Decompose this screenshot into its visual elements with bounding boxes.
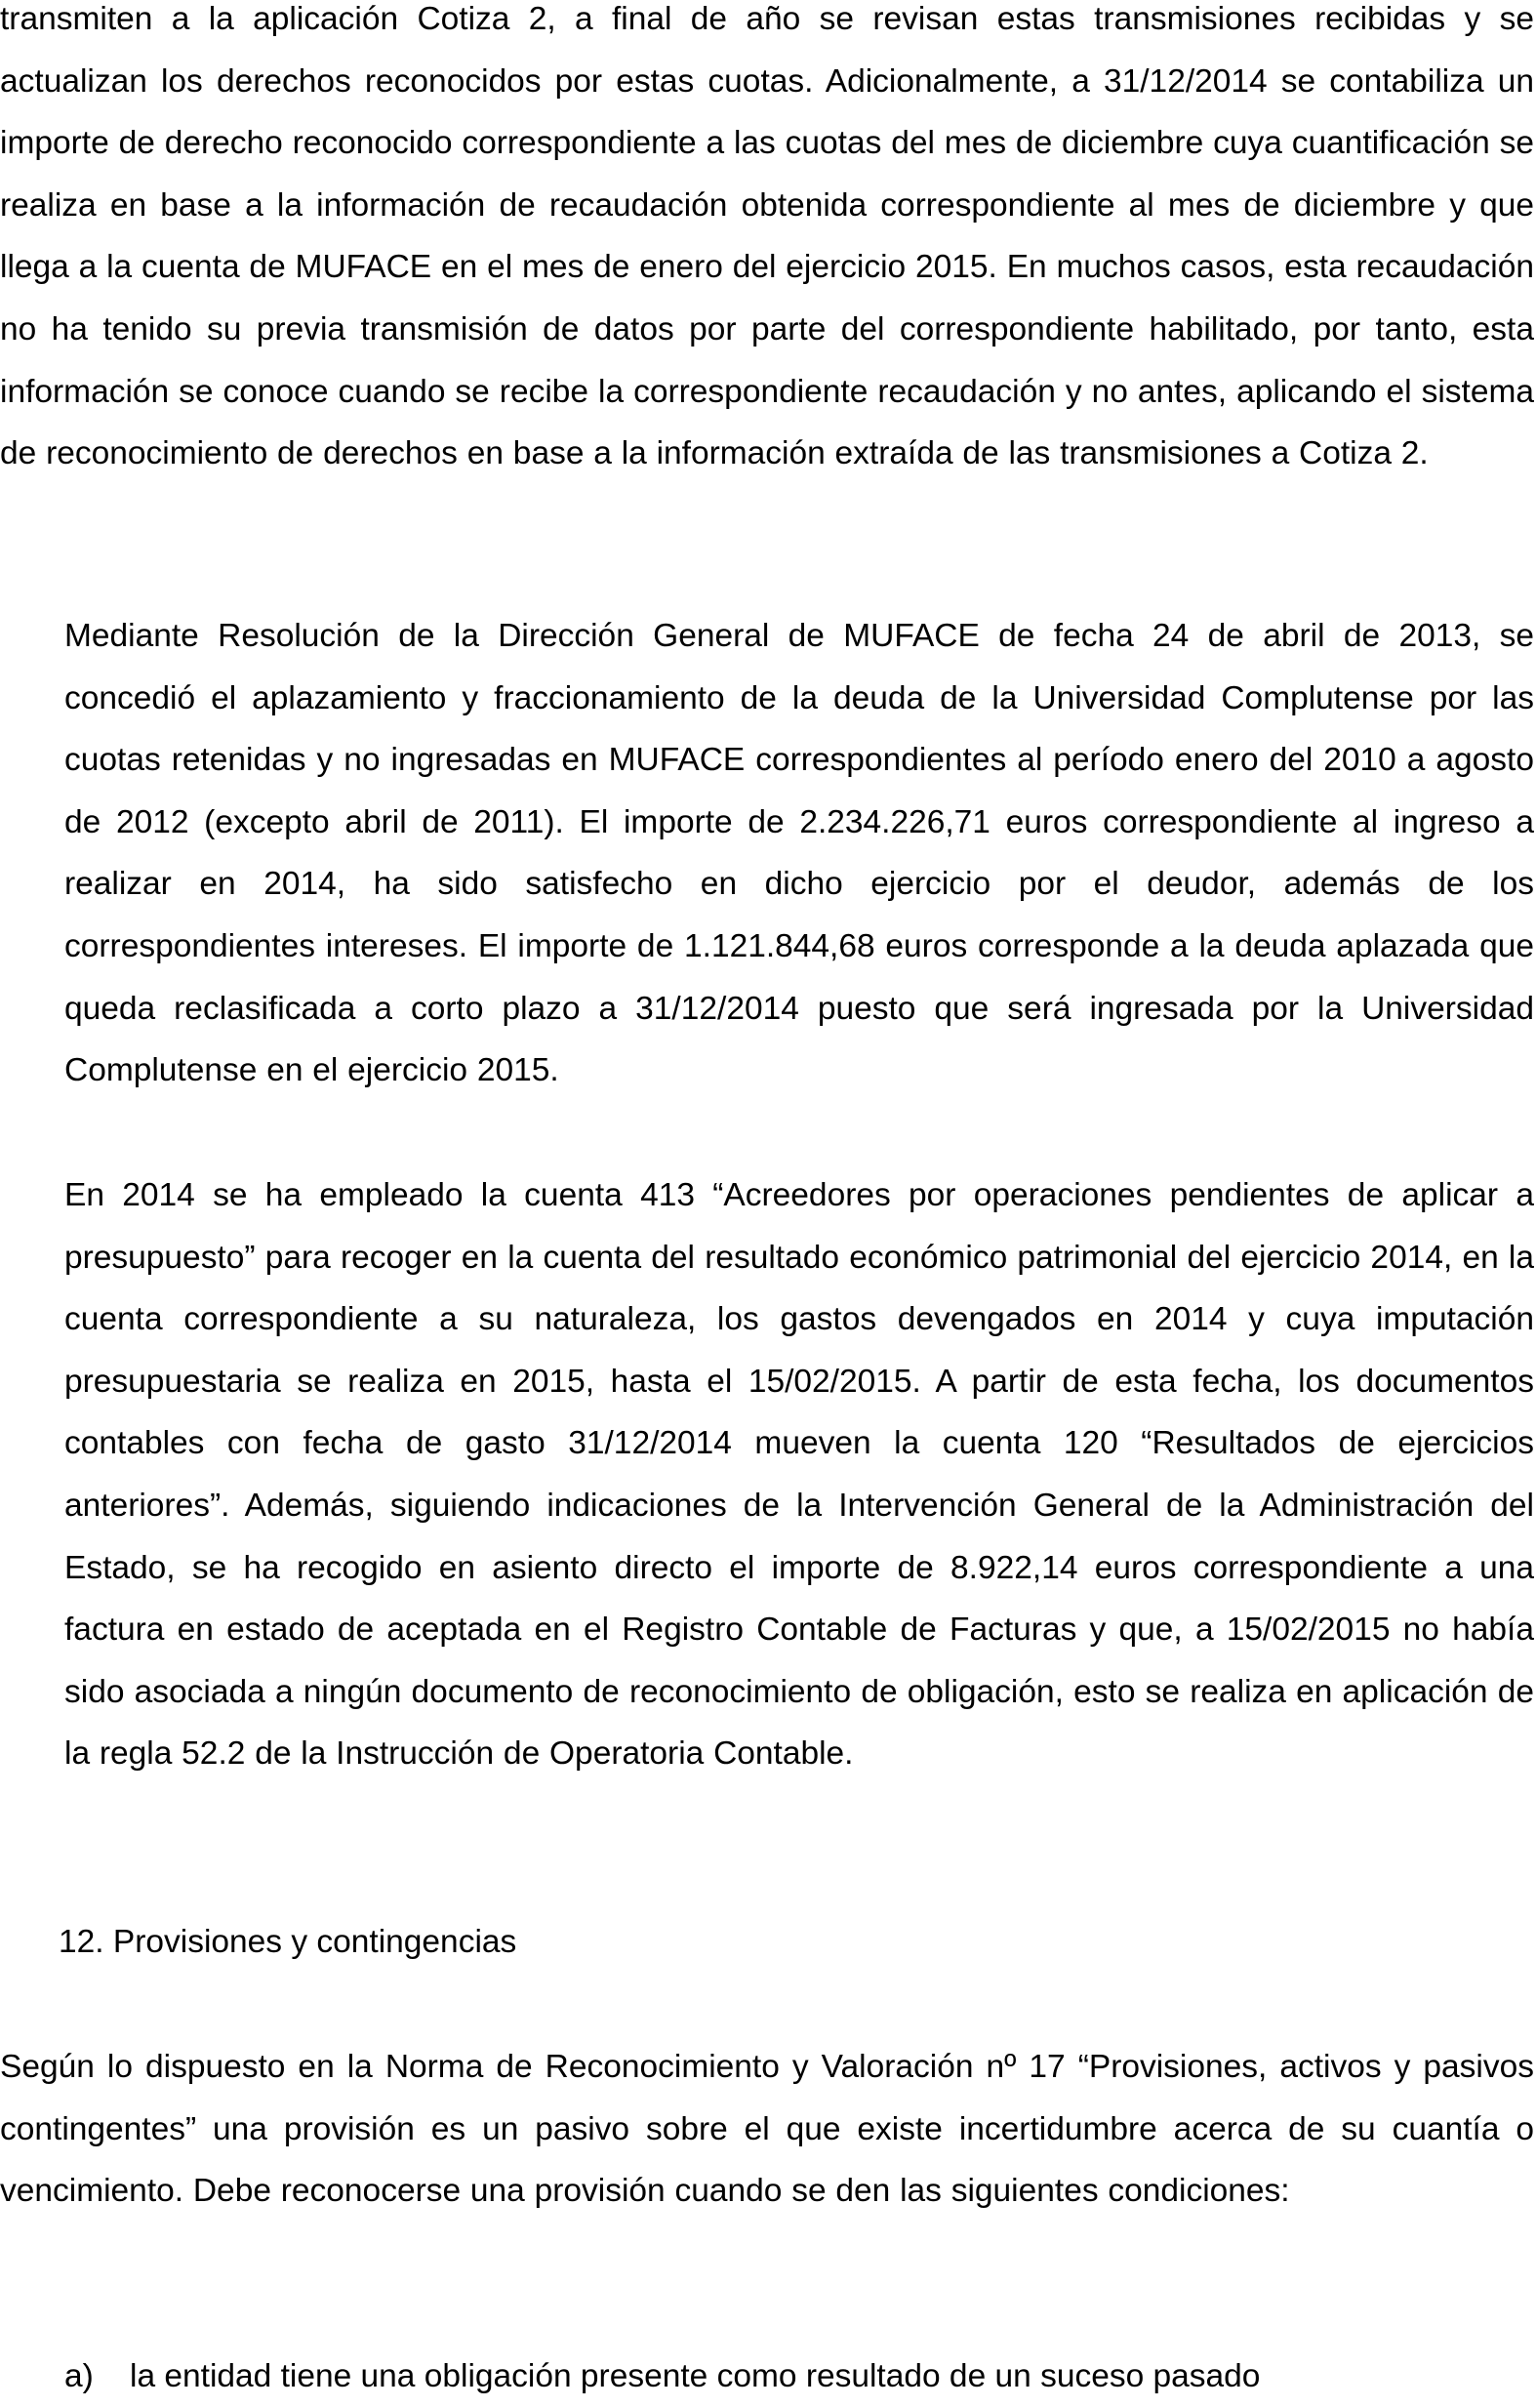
section-heading-provisions: 12. Provisiones y contingencias xyxy=(59,1924,517,1960)
list-marker: a) xyxy=(64,2358,94,2394)
paragraph-provisions-definition: Según lo dispuesto en la Norma de Reconocimiento y Valoración nº 17 “Provisiones, activos y pasivos contingentes” una provisión es un pasivo sobre el que existe incertidumbre acerca de su cuantía o vencimiento. Debe reconocerse una provisión cuando se den las siguientes condiciones: xyxy=(0,2049,1534,2210)
paragraph-account-413: En 2014 se ha empleado la cuenta 413 “Acreedores por operaciones pendientes de aplicar a presupuesto” para recoger en la cuenta del resultado económico patrimonial del ejercicio 2014, en la cuenta correspondiente a su naturaleza, los gastos devengados en 2014 y cuya imputación presupuestaria se realiza en 2015, hasta el 15/02/2015. A partir de esta fecha, los documentos contables con fecha de gasto 31/12/2014 mueven la cuenta 120 “Resultados de ejercicios anteriores”. Además, siguiendo indicaciones de la Intervención General de la Administración del Estado, se ha recogido en asiento directo el importe de 8.922,14 euros correspondiente a una factura en estado de aceptada en el Registro Contable de Facturas y que, a 15/02/2015 no había sido asociada a ningún documento de reconocimiento de obligación, esto se realiza en aplicación de la regla 52.2 de la Instrucción de Operatoria Contable. xyxy=(64,1177,1534,1773)
list-item-text: la entidad tiene una obligación presente como resultado de un suceso pasado xyxy=(130,2358,1261,2394)
paragraph-cotiza-transmissions: transmiten a la aplicación Cotiza 2, a final de año se revisan estas transmisiones recibidas y se actualizan los derechos reconocidos por estas cuotas. Adicionalmente, a 31/12/2014 se contabiliza un importe de derecho reconocido correspondiente a las cuotas del mes de diciembre cuya cuantificación se realiza en base a la información de recaudación obtenida correspondiente al mes de diciembre y que llega a la cuenta de MUFACE en el mes de enero del ejercicio 2015. En muchos casos, esta recaudación no ha tenido su previa transmisión de datos por parte del correspondiente habilitado, por tanto, esta información se conoce cuando se recibe la correspondiente recaudación y no antes, aplicando el sistema de reconocimiento de derechos en base a la información extraída de las transmisiones a Cotiza 2. xyxy=(0,1,1534,472)
list-item-condition-a xyxy=(64,2346,1260,2408)
paragraph-muface-deferral: Mediante Resolución de la Dirección General de MUFACE de fecha 24 de abril de 2013, se concedió el aplazamiento y fraccionamiento de la deuda de la Universidad Complutense por las cuotas retenidas y no ingresadas en MUFACE correspondientes al período enero del 2010 a agosto de 2012 (excepto abril de 2011). El importe de 2.234.226,71 euros correspondiente al ingreso a realizar en 2014, ha sido satisfecho en dicho ejercicio por el deudor, además de los correspondientes intereses. El importe de 1.121.844,68 euros corresponde a la deuda aplazada que queda reclasificada a corto plazo a 31/12/2014 puesto que será ingresada por la Universidad Complutense en el ejercicio 2015. xyxy=(64,618,1534,1089)
